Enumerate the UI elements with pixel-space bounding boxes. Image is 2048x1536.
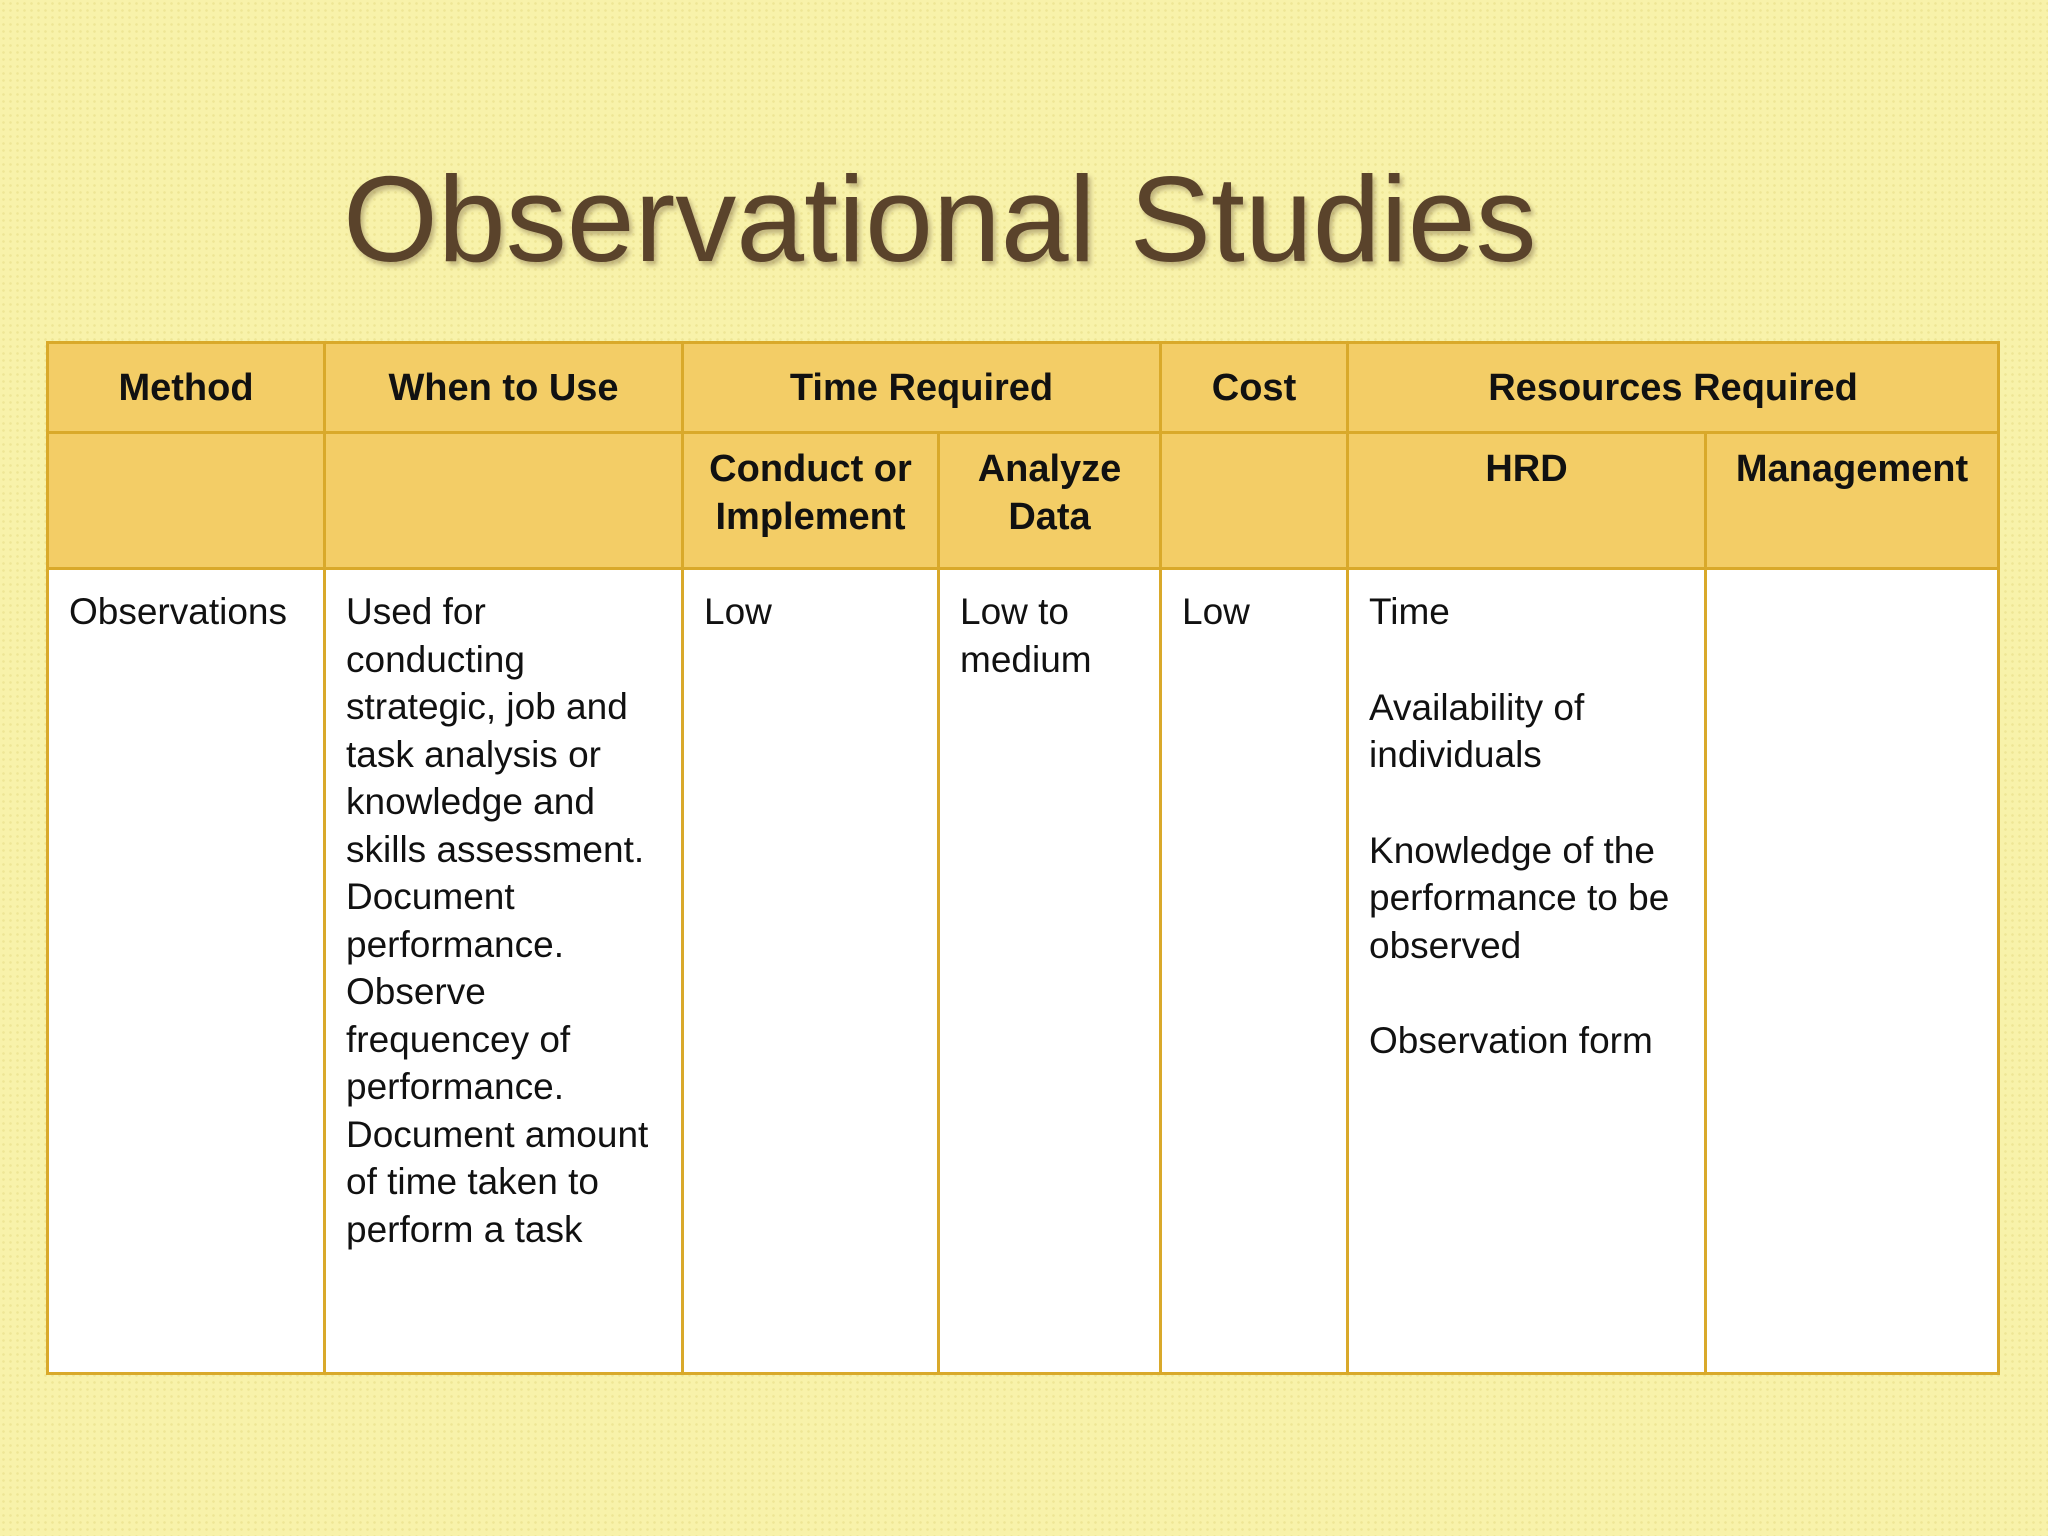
header-time-required: Time Required bbox=[683, 343, 1161, 433]
header-method: Method bbox=[48, 343, 325, 433]
hrd-item-observation-form: Observation form bbox=[1369, 1020, 1653, 1061]
header-when-to-use: When to Use bbox=[325, 343, 683, 433]
cell-when-to-use: Used for conducting strategic, job and task analysis or knowledge and skills assessment. Document performance. Observe frequencey of performance. Document amount of time taken to perform a task bbox=[325, 569, 683, 1374]
slide-title: Observational Studies bbox=[343, 151, 1537, 287]
subheader-analyze-data: Analyze Data bbox=[939, 433, 1161, 569]
cell-management bbox=[1706, 569, 1999, 1374]
hrd-item-knowledge: Knowledge of the performance to be observed bbox=[1369, 829, 1670, 966]
cell-hrd bbox=[1348, 569, 1706, 1374]
cell-method: Observations bbox=[48, 569, 325, 1374]
cell-conduct-or-implement: Low bbox=[683, 569, 939, 1374]
header-row-secondary bbox=[48, 433, 1999, 569]
hrd-item-time: Time bbox=[1369, 591, 1450, 632]
header-cost: Cost bbox=[1161, 343, 1348, 433]
subheader-management: Management bbox=[1706, 433, 1999, 569]
header-row-primary bbox=[48, 343, 1999, 433]
subheader-method-empty bbox=[48, 433, 325, 569]
subheader-cost-empty bbox=[1161, 433, 1348, 569]
hrd-item-availability: Availability of individuals bbox=[1369, 686, 1585, 775]
observational-studies-table bbox=[46, 341, 2000, 1375]
subheader-hrd: HRD bbox=[1348, 433, 1706, 569]
table-row bbox=[48, 569, 1999, 1374]
subheader-when-to-use-empty bbox=[325, 433, 683, 569]
subheader-conduct-or-implement: Conduct or Implement bbox=[683, 433, 939, 569]
header-resources-required: Resources Required bbox=[1348, 343, 1999, 433]
cell-cost: Low bbox=[1161, 569, 1348, 1374]
cell-analyze-data: Low to medium bbox=[939, 569, 1161, 1374]
